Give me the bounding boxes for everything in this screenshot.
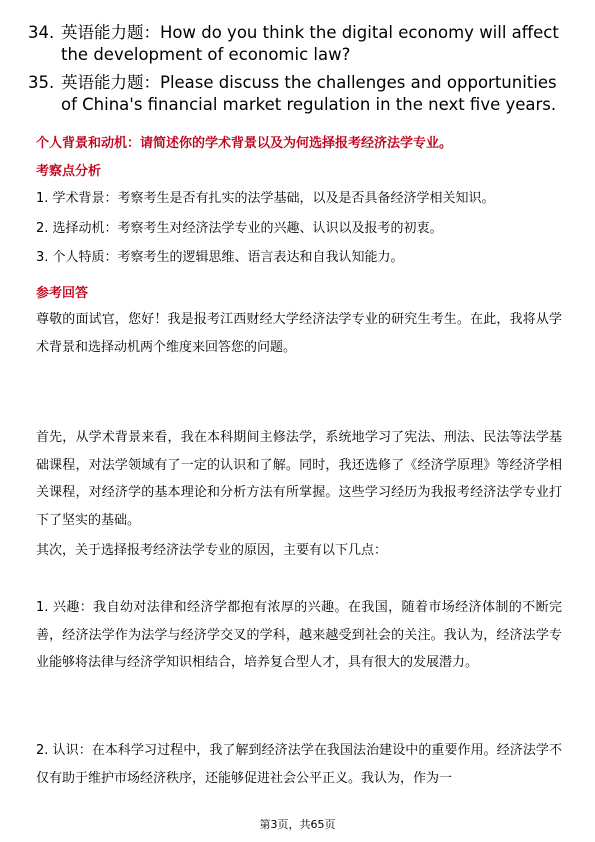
question-text: 英语能力题：Please discuss the challenges and opportunities of China's financial market regulation in the next five years. bbox=[61, 73, 557, 114]
answer-heading: 参考回答 bbox=[36, 286, 89, 301]
analysis-item: 1. 学术背景：考察考生是否有扎实的法学基础，以及是否具备经济学相关知识。 bbox=[36, 191, 495, 206]
answer-paragraph: 1. 兴趣：我自幼对法律和经济学都抱有浓厚的兴趣。在我国，随着市场经济体制的不断完善，经济法学作为法学与经济学交叉的学科，越来越受到社会的关注。我认为，经济法学专业能够将法律与经济学知识相结合，培养复合型人才，具有很大的发展潜力。 bbox=[36, 600, 562, 670]
analysis-list bbox=[36, 190, 566, 279]
question-number: 34. bbox=[28, 23, 55, 42]
question-item bbox=[28, 72, 568, 116]
question-text: 英语能力题：How do you think the digital economy will affect the development of economic law? bbox=[61, 23, 559, 64]
page-footer: 第3页，共65页 bbox=[259, 818, 336, 831]
answer-paragraph: 尊敬的面试官，您好！我是报考江西财经大学经济法学专业的研究生考生。在此，我将从学术背景和选择动机两个维度来回答您的问题。 bbox=[36, 312, 562, 355]
answer-paragraph: 2. 认识：在本科学习过程中，我了解到经济法学在我国法治建设中的重要作用。经济法学不仅有助于维护市场经济秩序，还能够促进社会公平正义。我认为，作为一 bbox=[36, 743, 562, 786]
question-number: 35. bbox=[28, 73, 55, 92]
analysis-item: 3. 个人特质：考察考生的逻辑思维、语言表达和自我认知能力。 bbox=[36, 250, 404, 265]
section-title: 个人背景和动机：请简述你的学术背景以及为何选择报考经济法学专业。 bbox=[36, 136, 453, 151]
analysis-item: 2. 选择动机：考察考生对经济法学专业的兴趣、认识以及报考的初衷。 bbox=[36, 220, 443, 236]
question-item bbox=[28, 22, 568, 66]
analysis-heading: 考察点分析 bbox=[36, 164, 102, 179]
question-list bbox=[28, 22, 568, 122]
answer-paragraph: 首先，从学术背景来看，我在本科期间主修法学，系统地学习了宪法、刑法、民法等法学基础课程，对法学领域有了一定的认识和了解。同时，我还选修了《经济学原理》等经济学相关课程，对经济学的基本理论和分析方法有所掌握。这些学习经历为我报考经济法学专业打下了坚实的基础。 bbox=[36, 430, 562, 528]
answer-paragraph: 其次，关于选择报考经济法学专业的原因，主要有以下几点： bbox=[36, 543, 388, 558]
